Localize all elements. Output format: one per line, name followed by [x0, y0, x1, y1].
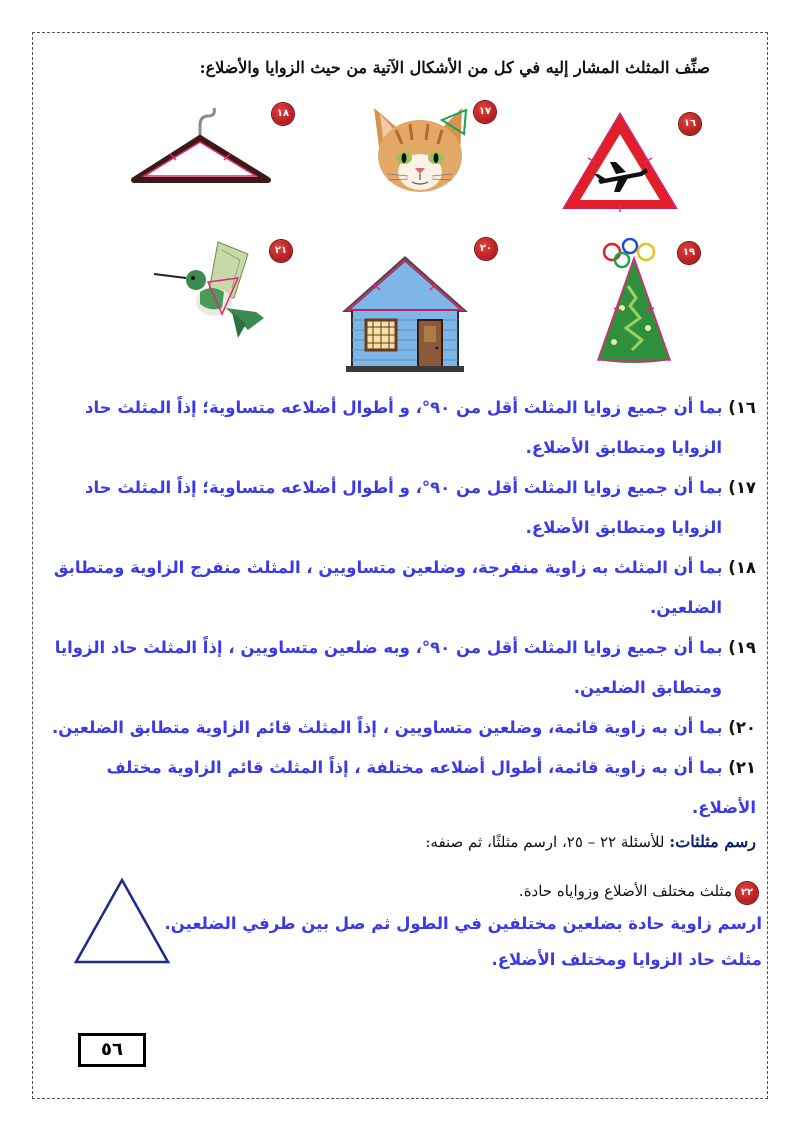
answer-17 [44, 468, 756, 548]
party-hat-icon [592, 238, 676, 366]
answer-line: ومتطابق الضلعين. [573, 678, 722, 697]
figure-number-badge: ١٧ [474, 101, 496, 123]
answer-20 [44, 708, 756, 748]
section-text: للأسئلة ٢٢ – ٢٥، ارسم مثلثًا، ثم صنفه: [425, 833, 665, 851]
answer-line: الزوايا ومتطابق الأضلاع. [525, 518, 722, 537]
answer-line: بما أن المثلث به زاوية منفرجة، وضلعين متساويين ، المثلث منفرج الزاوية ومتطابق [53, 558, 723, 577]
figure-number-badge: ١٦ [679, 113, 701, 135]
figure-number-badge: ١٩ [678, 242, 700, 264]
answer-number: ١٧) [728, 478, 756, 497]
answer-21 [44, 748, 756, 828]
instruction-text: صنِّف المثلث المشار إليه في كل من الأشكال الآتية من حيث الزوايا والأضلاع: [199, 58, 710, 77]
triangle-warning-sign-airplane-icon [560, 110, 680, 212]
question-number-badge: ٢٢ [736, 882, 758, 904]
answer-number: ٢٠) [728, 718, 756, 737]
answer-number: ١٦) [728, 398, 756, 417]
section-title: رسم مثلثات: [669, 832, 756, 851]
house-icon [340, 254, 470, 372]
figure-number-badge: ٢١ [270, 240, 292, 262]
page-number: ٥٦ [78, 1033, 146, 1067]
figure-number-badge: ٢٠ [475, 238, 497, 260]
answer-line: بما أن جميع زوايا المثلث أقل من ٩٠°، و أطوال أضلاعه متساوية؛ إذاً المثلث حاد [85, 398, 723, 417]
answer-16 [44, 388, 756, 468]
answer-line: بما أن جميع زوايا المثلث أقل من ٩٠°، وبه ضلعين متساويين ، إذاً المثلث حاد الزوايا [54, 638, 723, 657]
section-heading [425, 832, 756, 851]
figure-number-badge: ١٨ [272, 103, 294, 125]
question-22-answer-line: مثلث حاد الزوايا ومختلف الأضلاع. [491, 950, 762, 969]
answer-line: بما أن جميع زوايا المثلث أقل من ٩٠°، و أطوال أضلاعه متساوية؛ إذاً المثلث حاد [85, 478, 723, 497]
answer-line: بما أن به زاوية قائمة، وضلعين متساويين ، إذاً المثلث قائم الزاوية متطابق الضلعين. [51, 718, 723, 737]
cat-face-icon [368, 104, 473, 196]
answer-number: ٢١) [728, 758, 756, 777]
answer-line: بما أن به زاوية قائمة، أطوال أضلاعه مختلفة ، إذاً المثلث قائم الزاوية مختلف الأضلاع. [106, 758, 756, 817]
clothes-hanger-icon [130, 104, 272, 186]
answers-list [44, 388, 756, 828]
drawn-triangle [70, 876, 174, 968]
answer-number: ١٩) [728, 638, 756, 657]
question-22-text: مثلث مختلف الأضلاع وزواياه حادة. [518, 882, 732, 900]
question-22-answer-line: ارسم زاوية حادة بضلعين مختلفين في الطول ثم صل بين طرفي الضلعين. [164, 914, 762, 933]
answer-18 [44, 548, 756, 628]
answer-number: ١٨) [728, 558, 756, 577]
hummingbird-icon [152, 238, 270, 344]
answer-line: الزوايا ومتطابق الأضلاع. [525, 438, 722, 457]
answer-19 [44, 628, 756, 708]
answer-line: الضلعين. [649, 598, 722, 617]
